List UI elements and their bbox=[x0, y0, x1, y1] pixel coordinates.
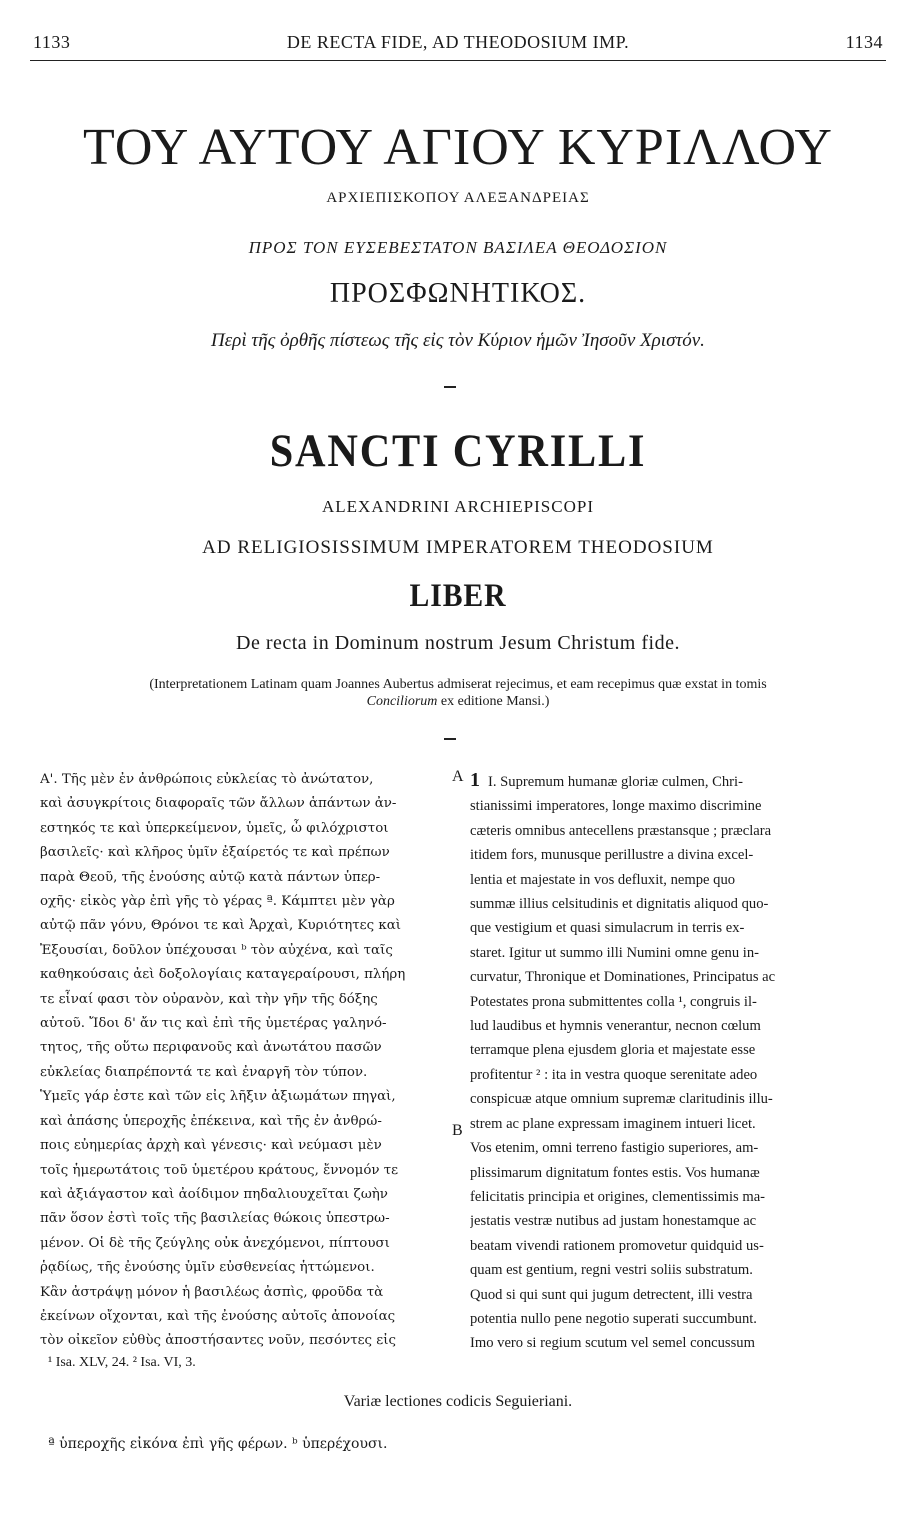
latin-text-line: cæteris omnibus antecellens præstansque ; præclara bbox=[470, 822, 772, 839]
separator-dash bbox=[444, 738, 456, 740]
greek-text-line: μένον. Οἱ δὲ τῆς ζεύγλης οὐκ ἀνεχόμενοι, πίπτουσι bbox=[40, 1235, 390, 1251]
greek-subtitle-2: ΠΡΟΣ ΤΟΝ ΕΥΣΕΒΕΣΤΑΤΟΝ ΒΑΣΙΛΕΑ ΘΕΟΔΟΣΙΟΝ bbox=[248, 238, 668, 257]
variant-readings: ª ὑπεροχῆς εἰκόνα ἐπὶ γῆς φέρων. ᵇ ὑπερέχουσι. bbox=[48, 1436, 388, 1452]
greek-text-line: ἐκείνων οἴχονται, καὶ τῆς ἐνούσης αὐτοῖς ἀπονοίας bbox=[40, 1308, 396, 1324]
greek-title: ΤΟΥ ΑΥΤΟΥ ΑΓΙΟΥ ΚΥΡΙΛΛΟΥ bbox=[83, 119, 833, 176]
running-title: DE RECTA FIDE, AD THEODOSIUM IMP. bbox=[286, 32, 630, 52]
latin-title: SANCTI CYRILLI bbox=[269, 425, 647, 477]
greek-text-line: τε εἶναί φασι τὸν οὐρανὸν, καὶ τὴν γῆν τῆς δόξης bbox=[40, 991, 378, 1007]
latin-text-line: curvatur, Thronique et Dominationes, Principatus ac bbox=[470, 969, 776, 986]
latin-text-line-content: I. Supremum humanæ gloriæ culmen, Chri- bbox=[488, 774, 743, 790]
greek-text-line: Ὑμεῖς γάρ ἐστε καὶ τῶν εἰς λῆξιν ἀξιωμάτων πηγαὶ, bbox=[40, 1089, 396, 1105]
greek-text-line: καθηκούσαις ἀεὶ δοξολογίαις καταγεραίρουσι, πλήρη bbox=[40, 967, 406, 983]
latin-text-line: Imo vero si regium scutum vel semel concussum bbox=[470, 1335, 755, 1352]
latin-text-line: jestatis vestræ nutibus ad justam honestamque ac bbox=[470, 1213, 757, 1230]
latin-text-line: Quod si qui sunt qui jugum detrectent, illi vestra bbox=[470, 1286, 753, 1303]
separator-dash bbox=[444, 386, 456, 388]
latin-text-line: profitentur ² : ita in vestra quoque serenitate adeo bbox=[470, 1066, 758, 1083]
latin-subtitle-1: ALEXANDRINI ARCHIEPISCOPI bbox=[322, 497, 594, 516]
latin-text-line: staret. Igitur ut summo illi Numini omne genu in- bbox=[470, 944, 760, 961]
note-italic: Conciliorum bbox=[366, 694, 438, 709]
greek-text-line: καὶ ἀξιάγαστον καὶ ἀοίδιμον πηδαλιουχεῖται ζωὴν bbox=[40, 1186, 388, 1202]
latin-text-line: strem ac plane expressam imaginem intueri licet. bbox=[470, 1115, 756, 1132]
greek-text-line: καὶ ἁπάσης ὑπεροχῆς ἐπέκεινα, καὶ τῆς ἐν ἀνθρώ- bbox=[40, 1113, 382, 1129]
greek-text-line: καὶ ἀσυγκρίτοις διαφοραῖς τῶν ἄλλων ἁπάντων ἀν- bbox=[40, 796, 397, 812]
greek-text-line: βασιλεῖς· καὶ κλῆρος ὑμῖν ἐξαίρετός τε καὶ πρέπων bbox=[40, 845, 390, 861]
greek-text-line: Κἂν ἀστράψῃ μόνον ἡ βασιλέως ἀσπὶς, φροῦδα τὰ bbox=[40, 1284, 384, 1300]
latin-text-line: beatam vivendi rationem promovetur quidquid us- bbox=[470, 1237, 764, 1254]
note-end: ex editione Mansi.) bbox=[440, 694, 550, 709]
margin-marker-b: B bbox=[452, 1122, 463, 1139]
greek-text-line: αὐτοῦ. Ἴδοι δ' ἄν τις καὶ ἐπὶ τῆς ὑμετέρας γαληνό- bbox=[40, 1016, 387, 1032]
greek-text-line: τοῖς ἡμερωτάτοις τοῦ ὑμετέρου κράτους, ἔννομόν τε bbox=[40, 1162, 399, 1178]
latin-text-line: conspicuæ atque omnium supremæ claritudinis illu- bbox=[470, 1091, 773, 1108]
translation-note bbox=[36, 676, 880, 710]
latin-subtitle-2: AD RELIGIOSISSIMUM IMPERATOREM THEODOSIUM bbox=[202, 537, 714, 558]
greek-text-line: ποις εὐημερίας ἀρχὴ καὶ γένεσις· καὶ νεύμασι μὲν bbox=[40, 1138, 382, 1154]
note-text: (Interpretationem Latinam quam Joannes Aubertus admiserat rejecimus, et eam recepimus quæ exstat in tomis bbox=[149, 677, 767, 692]
latin-column bbox=[470, 768, 882, 1356]
greek-subtitle-3: ΠΡΟΣΦΩΝΗΤΙΚΟΣ. bbox=[329, 278, 587, 309]
latin-text-line: lentia et majestate in vos defluxit, nempe quo bbox=[470, 871, 736, 888]
greek-text-line: αὐτῷ πᾶν γόνυ, Θρόνοι τε καὶ Ἀρχαὶ, Κυριότητες καὶ bbox=[40, 918, 401, 934]
latin-text-line bbox=[470, 768, 882, 794]
latin-text-line: plissimarum dignitatum fontes estis. Vos humanæ bbox=[470, 1164, 760, 1181]
latin-text-line: terramque plena ejusdem gloria et majestate esse bbox=[470, 1042, 756, 1059]
greek-text-line: τὸν οἰκεῖον εὐθὺς ἀποστήσαντες νοῦν, πεσόντες εἰς bbox=[40, 1333, 396, 1349]
greek-text-line: Ἐξουσίαι, δοῦλον ὑπέχουσαι ᵇ τὸν αὐχένα, καὶ ταῖς bbox=[40, 942, 393, 958]
latin-text-line: Vos etenim, omni terreno fastigio superiores, am- bbox=[470, 1140, 759, 1157]
greek-text-line: τητος, τῆς οὕτω περιφανοῦς καὶ ἀνωτάτου πασῶν bbox=[40, 1040, 382, 1056]
greek-text-line: παρὰ Θεοῦ, τῆς ἑνούσης αὐτῷ κατὰ πάντων ὑπερ- bbox=[40, 869, 381, 885]
header-rule bbox=[30, 60, 886, 61]
greek-subtitle-4: Περὶ τῆς ὀρθῆς πίστεως τῆς εἰς τὸν Κύριον ἡμῶν Ἰησοῦν Χριστόν. bbox=[211, 330, 705, 351]
latin-subtitle-4: De recta in Dominum nostrum Jesum Christum fide. bbox=[236, 632, 680, 654]
latin-text-line: lud laudibus et hymnis venerantur, necnon cœlum bbox=[470, 1018, 761, 1035]
latin-subtitle-3: LIBER bbox=[409, 578, 507, 614]
greek-text-line: Α'. Τῆς μὲν ἐν ἀνθρώποις εὐκλείας τὸ ἀνώτατον, bbox=[40, 772, 374, 787]
greek-text-line: ῥᾳδίως, τῆς ἐνούσης ὑμῖν εὐσθενείας ἡττώμενοι. bbox=[40, 1260, 375, 1276]
latin-text-line: stianissimi imperatores, longe maximo discrimine bbox=[470, 798, 762, 815]
greek-subtitle-1: ΑΡΧΙΕΠΙΣΚΟΠΟΥ ΑΛΕΞΑΝΔΡΕΙΑΣ bbox=[326, 190, 590, 206]
page-number-left: 1133 bbox=[33, 32, 71, 52]
latin-text-line: itidem fors, munusque perillustre a divina excel- bbox=[470, 847, 754, 864]
variae-lectiones-heading: Variæ lectiones codicis Seguieriani. bbox=[343, 1393, 573, 1410]
greek-text-line: οχῆς· εἰκὸς γὰρ ἐπὶ γῆς τὸ γέρας ª. Κάμπτει μὲν γὰρ bbox=[40, 894, 395, 910]
greek-column bbox=[40, 768, 444, 1354]
greek-text-line: εὐκλείας διαπρέποντά τε καὶ ἐναργῆ τὸν τύπον. bbox=[40, 1064, 368, 1080]
margin-marker-a: A bbox=[452, 768, 464, 785]
section-number: 1 bbox=[470, 769, 480, 791]
greek-text-line: πᾶν ὅσον ἐστὶ τοῖς τῆς βασιλείας θώκοις ὑπεστρω- bbox=[40, 1211, 390, 1227]
latin-text-line: potentia nullo pene negotio superati succumbunt. bbox=[470, 1310, 757, 1327]
latin-text-line: que vestigium et quasi simulacrum in terris ex- bbox=[470, 920, 745, 937]
footnote-references: ¹ Isa. XLV, 24. ² Isa. VI, 3. bbox=[48, 1355, 196, 1370]
latin-text-line: quam est gentium, regni vestri soliis substratum. bbox=[470, 1262, 753, 1279]
greek-text-line: εστηκός τε καὶ ὑπερκείμενον, ὑμεῖς, ὦ φιλόχριστοι bbox=[40, 820, 389, 836]
latin-text-line: summæ illius celsitudinis et dignitatis aliquod quo- bbox=[470, 896, 769, 913]
latin-text-line: felicitatis principia et origines, clementissimis ma- bbox=[470, 1188, 766, 1205]
page-number-right: 1134 bbox=[845, 32, 883, 52]
latin-text-line: Potestates prona submittentes colla ¹, congruis il- bbox=[470, 993, 757, 1010]
